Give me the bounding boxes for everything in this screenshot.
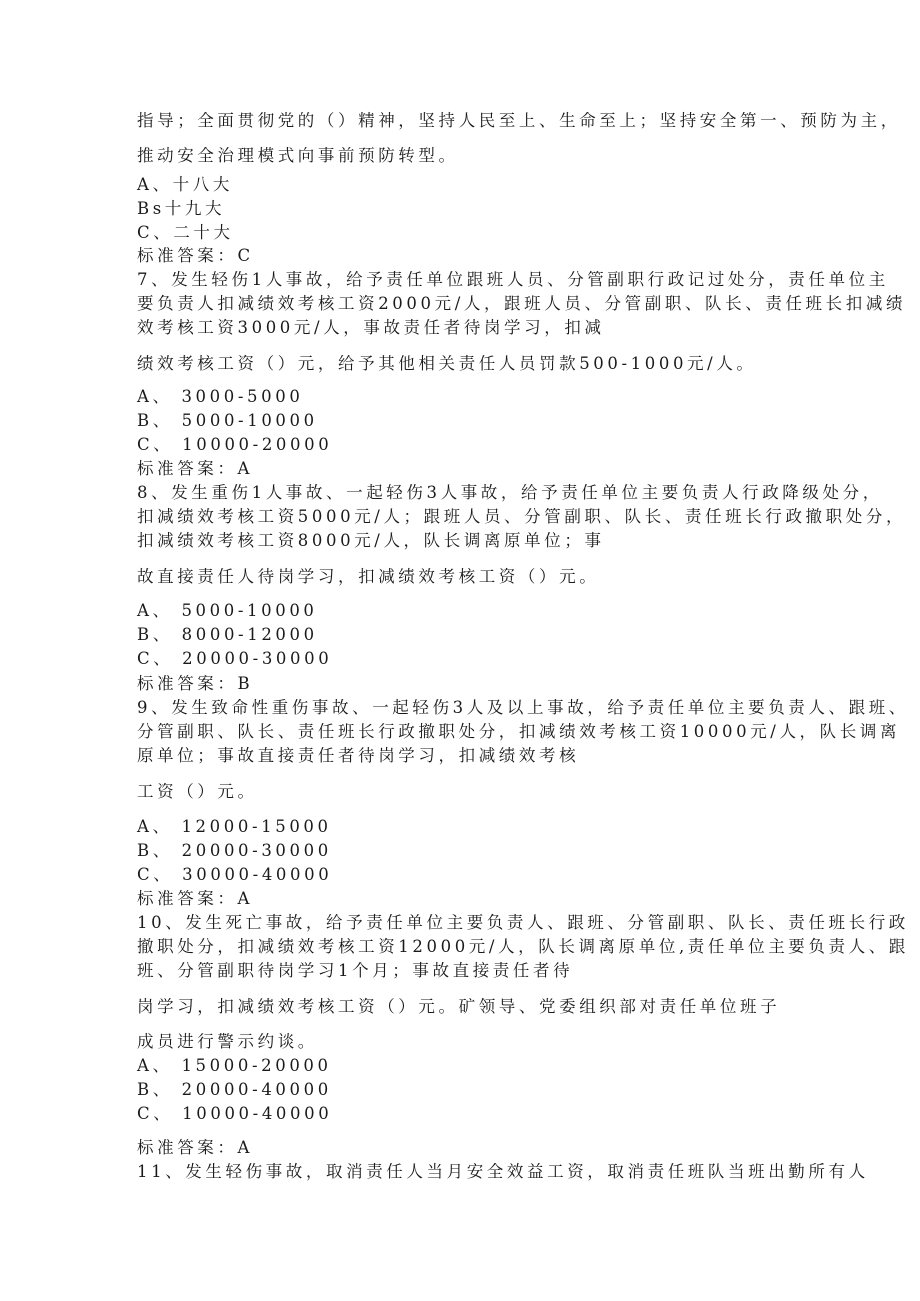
answer-option: B、 20000-30000 xyxy=(137,841,332,860)
question-text-line: 岗学习，扣减绩效考核工资（）元。矿领导、党委组织部对责任单位班子 xyxy=(137,997,781,1016)
question-text-line: 工资（）元。 xyxy=(137,782,258,801)
question-text-line: 指导；全面贯彻党的（）精神，坚持人民至上、生命至上；坚持安全第一、预防为主， xyxy=(137,111,901,130)
standard-answer: 标准答案：A xyxy=(137,459,254,478)
answer-option: B、 20000-40000 xyxy=(137,1080,332,1099)
question-text-line: 扣减绩效考核工资8000元/人，队长调离原单位；事 xyxy=(137,531,605,550)
answer-option: A、 12000-15000 xyxy=(137,817,332,836)
question-text-line: 班、分管副职待岗学习1个月；事故直接责任者待 xyxy=(137,961,574,980)
question-text-line: 8、发生重伤1人事故、一起轻伤3人事故，给予责任单位主要负责人行政降级处分， xyxy=(137,483,883,502)
question-text-line: 故直接责任人待岗学习，扣减绩效考核工资（）元。 xyxy=(137,567,600,586)
question-text-line: 要负责人扣减绩效考核工资2000元/人，跟班人员、分管副职、队长、责任班长扣减绩 xyxy=(137,294,907,313)
question-text-line: 10、发生死亡事故，给予责任单位主要负责人、跟班、分管副职、队长、责任班长行政 xyxy=(137,913,909,932)
standard-answer: 标准答案：A xyxy=(137,1138,254,1157)
answer-option: C、 10000-20000 xyxy=(137,435,333,454)
question-text-line: 撤职处分，扣减绩效考核工资12000元/人，队长调离原单位,责任单位主要负责人、跟 xyxy=(137,937,909,956)
answer-option: A、十八大 xyxy=(137,175,233,194)
answer-option: A、 5000-10000 xyxy=(137,601,318,620)
standard-answer: 标准答案：A xyxy=(137,889,254,908)
answer-option: C、 20000-30000 xyxy=(137,649,333,668)
answer-option: A、 3000-5000 xyxy=(137,387,304,406)
question-text-line: 分管副职、队长、责任班长行政撤职处分，扣减绩效考核工资10000元/人，队长调离 xyxy=(137,722,901,741)
answer-option: C、 30000-40000 xyxy=(137,865,333,884)
question-text-line: 成员进行警示约谈。 xyxy=(137,1032,318,1051)
answer-option: C、 10000-40000 xyxy=(137,1104,333,1123)
question-text-line: 9、发生致命性重伤事故、一起轻伤3人及以上事故，给予责任单位主要负责人、跟班、 xyxy=(137,698,909,717)
question-text-line: 扣减绩效考核工资5000元/人；跟班人员、分管副职、队长、责任班长行政撤职处分， xyxy=(137,507,907,526)
question-text-line: 推动安全治理模式向事前预防转型。 xyxy=(137,146,459,165)
question-text-line: 7、发生轻伤1人事故，给予责任单位跟班人员、分管副职行政记过处分，责任单位主 xyxy=(137,270,889,289)
standard-answer: 标准答案：B xyxy=(137,674,254,693)
answer-option: B、 8000-12000 xyxy=(137,625,318,644)
answer-option: A、 15000-20000 xyxy=(137,1056,332,1075)
question-text-line: 原单位；事故直接责任者待岗学习，扣减绩效考核 xyxy=(137,746,580,765)
question-text-line: 绩效考核工资（）元，给予其他相关责任人员罚款500-1000元/人。 xyxy=(137,354,757,373)
question-text-line: 效考核工资3000元/人，事故责任者待岗学习，扣减 xyxy=(137,318,605,337)
answer-option: B、 5000-10000 xyxy=(137,411,318,430)
answer-option: Bs十九大 xyxy=(137,199,226,218)
question-text-line: 11、发生轻伤事故，取消责任人当月安全效益工资，取消责任班队当班出勤所有人 xyxy=(137,1162,869,1181)
standard-answer: 标准答案：C xyxy=(137,246,254,265)
answer-option: C、二十大 xyxy=(137,223,234,242)
